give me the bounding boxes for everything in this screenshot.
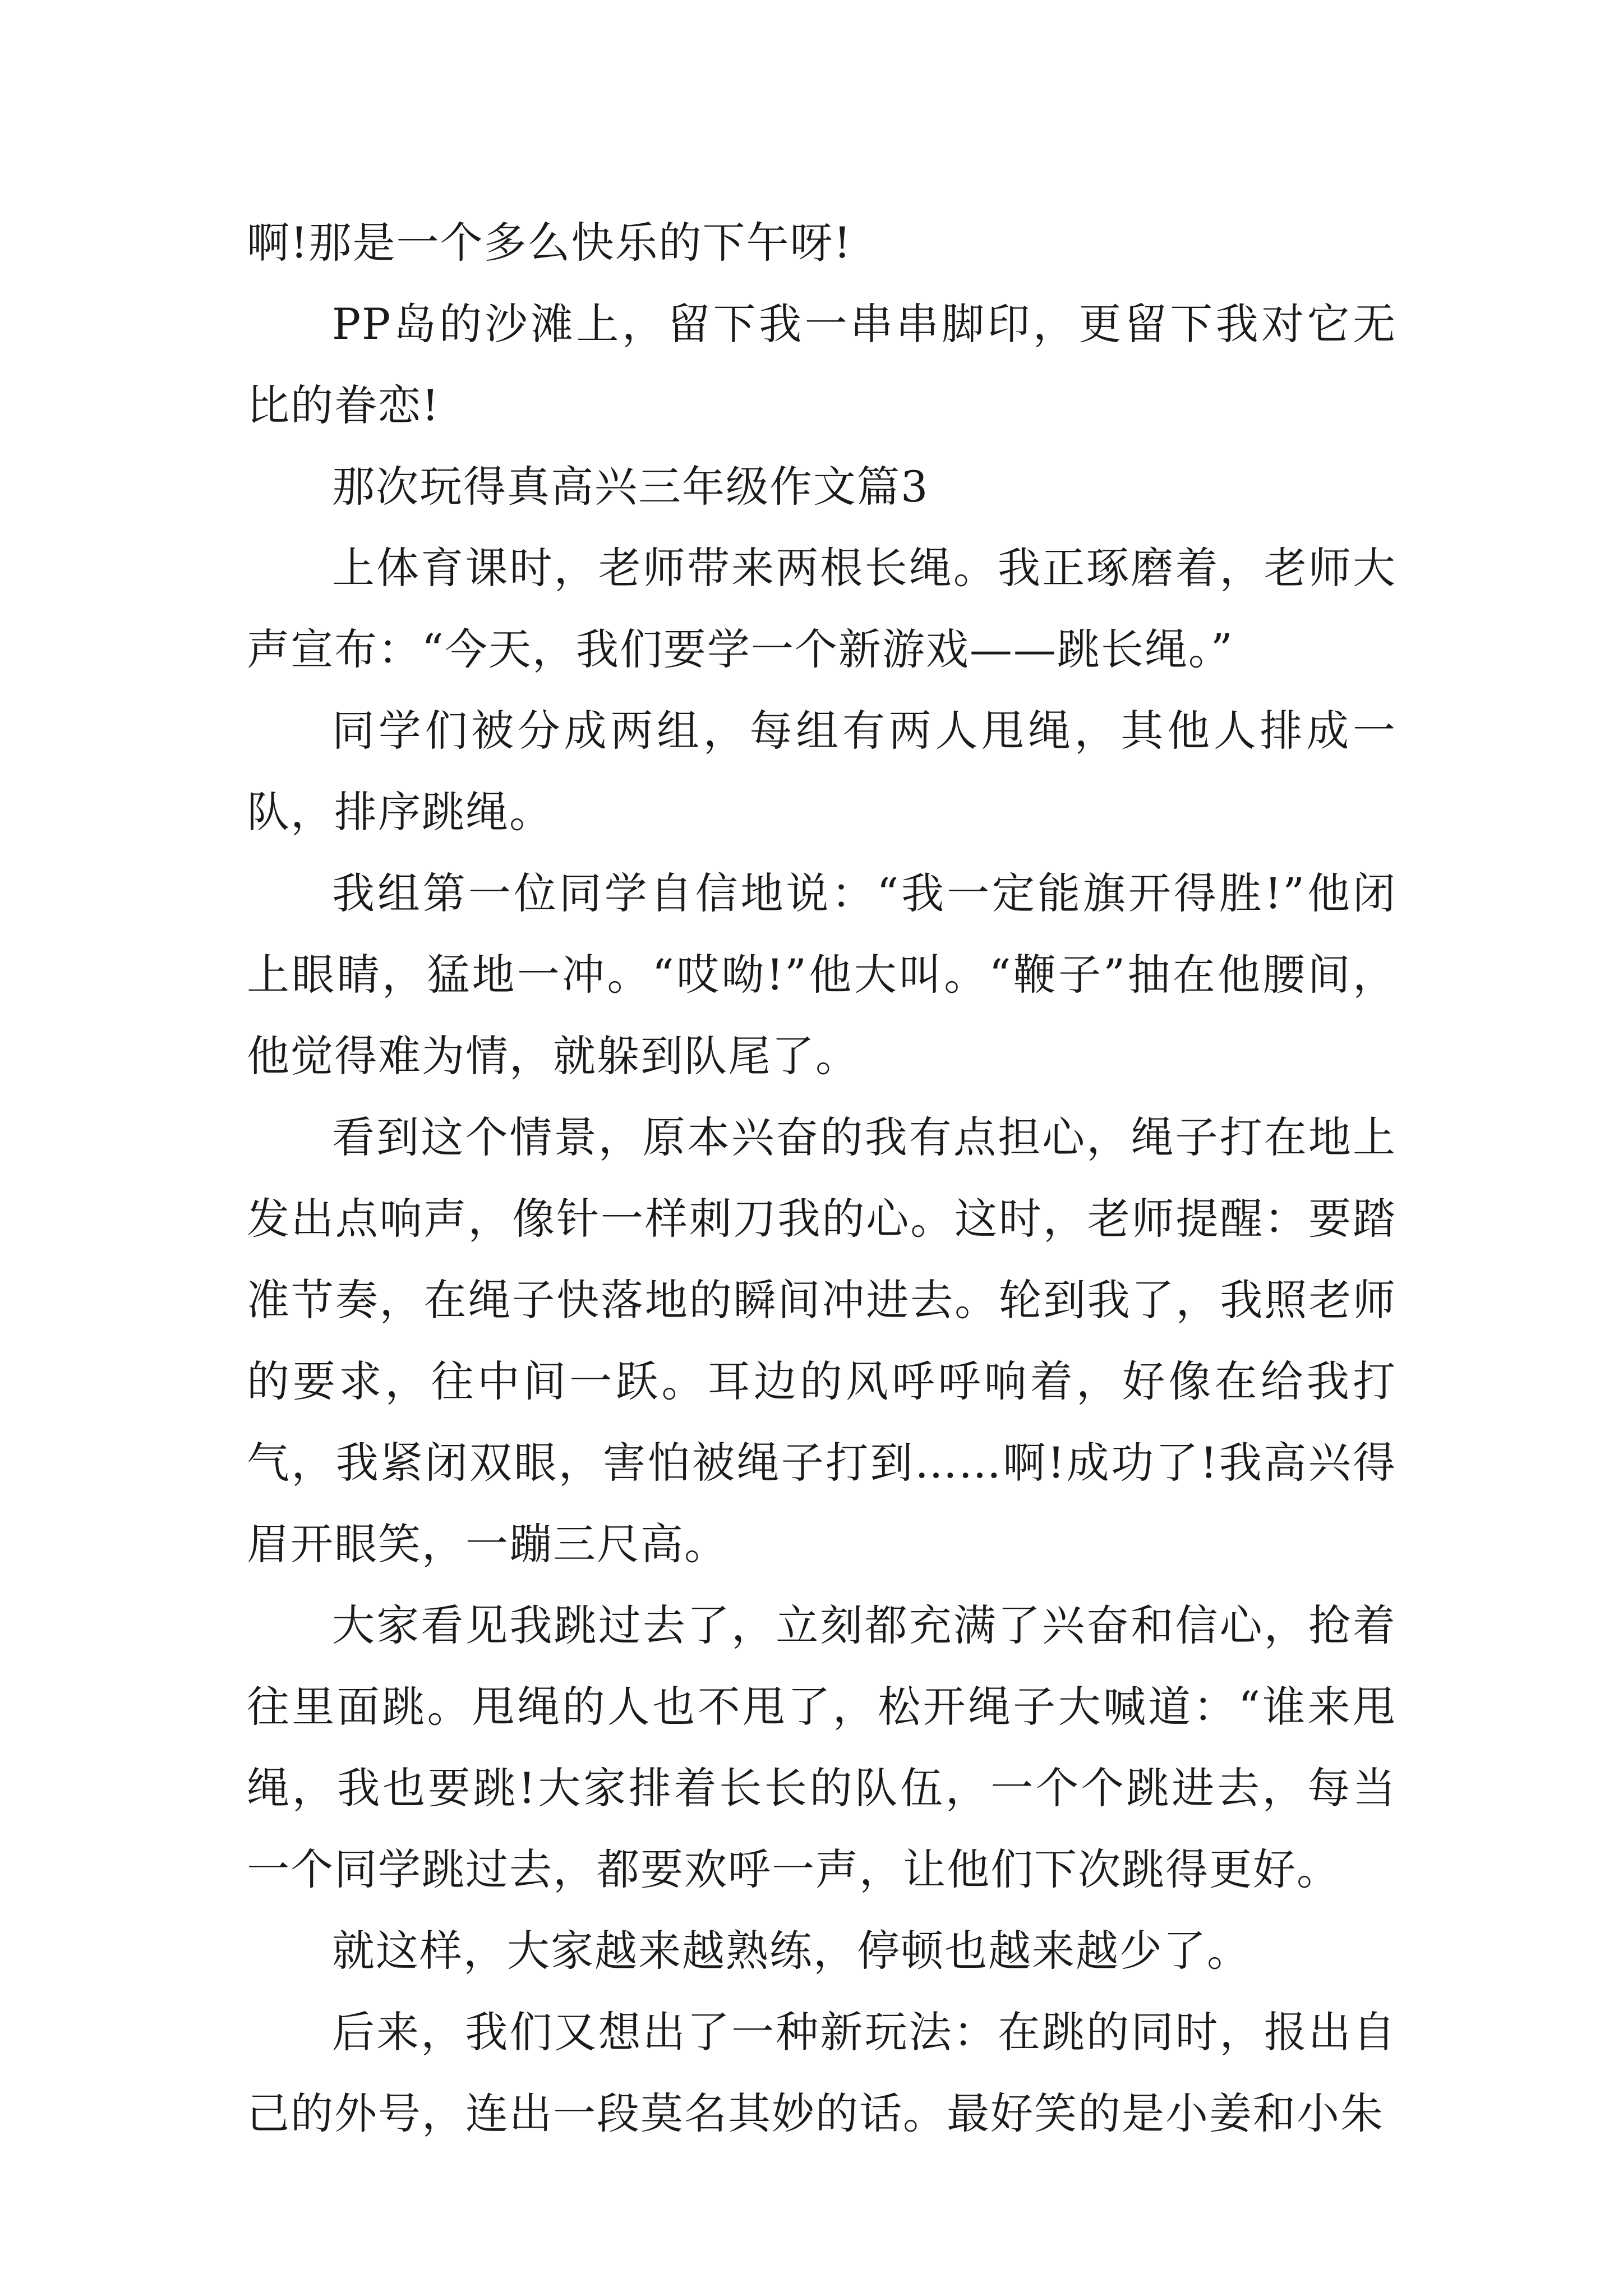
paragraph: 大家看见我跳过去了，立刻都充满了兴奋和信心，抢着往里面跳。甩绳的人也不甩了，松开绳子大喊道：“谁来甩绳，我也要跳!大家排着长长的队伍，一个个跳进去，每当一个同学跳过去，都要欢呼一声，让他们下次跳得更好。 (247, 1600, 1396, 1894)
paragraph: 啊!那是一个多么快乐的下午呀! (247, 218, 852, 268)
paragraph: 就这样，大家越来越熟练，停顿也越来越少了。 (332, 1926, 1251, 1976)
paragraph: 后来，我们又想出了一种新玩法：在跳的同时，报出自己的外号，连出一段莫名其妙的话。最好笑的是小姜和小朱 (247, 2007, 1396, 2138)
paragraph: 看到这个情景，原本兴奋的我有点担心，绳子打在地上发出点响声，像针一样刺刀我的心。这时，老师提醒：要踏准节奏，在绳子快落地的瞬间冲进去。轮到我了，我照老师的要求，往中间一跃。耳边的风呼呼响着，好像在给我打气，我紧闭双眼，害怕被绳子打到……啊!成功了!我高兴得眉开眼笑，一蹦三尺高。 (247, 1112, 1396, 1569)
document-body (247, 202, 1396, 2154)
paragraph: PP岛的沙滩上，留下我一串串脚印，更留下我对它无比的眷恋! (247, 299, 1396, 430)
paragraph: 上体育课时，老师带来两根长绳。我正琢磨着，老师大声宣布：“今天，我们要学一个新游戏——跳长绳。” (247, 543, 1396, 674)
paragraph: 同学们被分成两组，每组有两人甩绳，其他人排成一队，排序跳绳。 (247, 706, 1396, 837)
paragraph: 我组第一位同学自信地说：“我一定能旗开得胜!”他闭上眼睛，猛地一冲。“哎呦!”他大叫。“鞭子”抽在他腰间，他觉得难为情，就躲到队尾了。 (247, 868, 1396, 1081)
section-heading: 那次玩得真高兴三年级作文篇3 (332, 462, 929, 512)
